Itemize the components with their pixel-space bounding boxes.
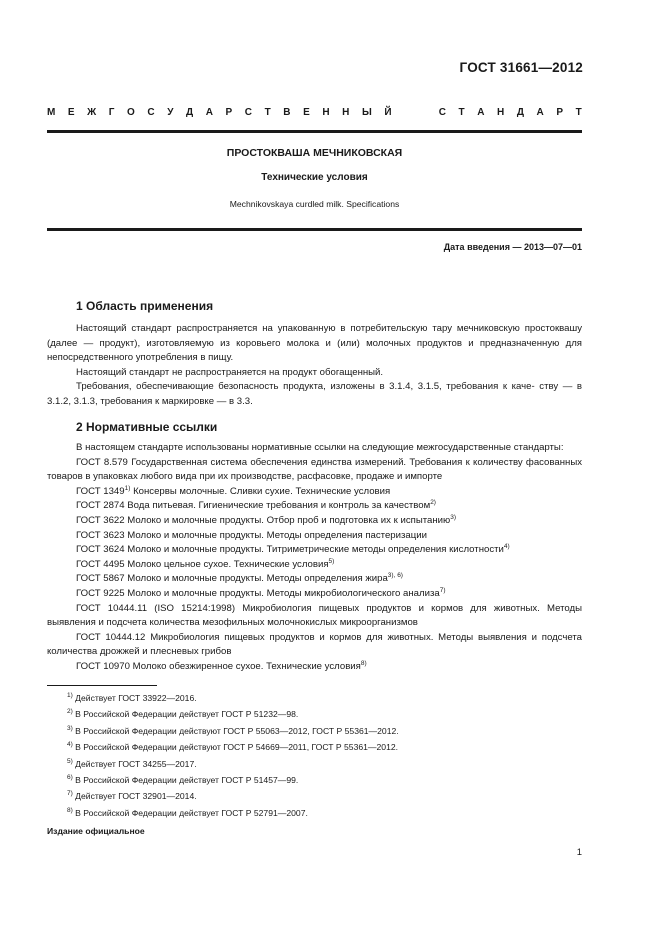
reference-item [47,514,582,529]
page-number: 1 [576,847,582,858]
footnote-item [67,772,399,788]
reference-item [47,660,582,675]
banner-letter: Т [264,107,271,118]
document-title: ПРОСТОКВАША МЕЧНИКОВСКАЯ [226,147,403,159]
section1-paragraph: Настоящий стандарт не распространяется на продукт обогащенный. [76,366,384,378]
banner-letter: Р [225,107,233,118]
banner-letter: Г [108,107,115,118]
footnote-marker: 8) [360,659,367,667]
reference-code: ГОСТ 9225 [76,587,125,599]
reference-title: Молоко цельное сухое. Технические условия [127,558,329,570]
footnote-mark: 3) [67,724,73,732]
standard-type-banner [47,107,582,118]
footnote-mark: 6) [67,774,73,782]
reference-title: Молоко и молочные продукты. Титриметрические методы определения кислотности [127,544,504,556]
banner-letter: Н [497,107,505,118]
reference-item [47,587,582,602]
section1-body [47,322,582,410]
footnotes-list [67,690,399,821]
footnote-marker: 3) [450,513,456,521]
banner-letter: Т [575,107,582,118]
footnote-text: В Российской Федерации действует ГОСТ Р 51457—99. [72,775,299,786]
reference-code: ГОСТ 5867 [76,573,125,585]
section2-intro: В настоящем стандарте использованы нормативные ссылки на следующие межгосударственные стандарты: [76,442,564,453]
reference-title: Молоко и молочные продукты. Методы определения пастеризации [127,529,427,541]
banner-letter: У [167,107,174,118]
footnote-text: В Российской Федерации действует ГОСТ Р 52791—2007. [72,807,308,818]
bottom-rule [47,228,582,231]
footnote-marker: 7) [439,586,446,594]
banner-letter: В [283,107,291,118]
reference-title: Молоко и молочные продукты. Отбор проб и подготовка их к испытанию [127,514,451,526]
footnote-item [67,723,399,739]
banner-letter: Р [556,107,564,118]
section1-paragraph: Настоящий стандарт распространяется на упакованную в потребительскую тару мечниковскую простоквашу (далее — продукт), изготовляемую из коровьего молока и (или) молочных продуктов и предназначенную для непосредственного употребления в пищу. [47,323,582,364]
reference-item [47,456,582,485]
reference-title: Микробиология пищевых продуктов и кормов для животных. Методы выявления и подсчета количества дрожжей и плесневых грибов [47,631,582,658]
footnote-mark: 1) [67,692,73,699]
reference-code: ГОСТ 3624 [76,544,125,556]
footnote-text: В Российской Федерации действует ГОСТ Р 51232—98. [72,709,299,720]
reference-code: ГОСТ 4495 [76,558,125,570]
reference-title: Молоко обезжиренное сухое. Технические условия [132,660,361,672]
reference-item [47,543,582,558]
banner-gap [404,107,426,118]
footnote-text: В Российской Федерации действуют ГОСТ Р 55063—2012, ГОСТ Р 55361—2012. [72,725,399,736]
footnote-item [67,706,399,722]
reference-item [47,558,582,573]
banner-letter: А [477,107,485,118]
footnote-item [67,690,399,706]
reference-title: Консервы молочные. Сливки сухие. Технические условия [133,485,391,497]
banner-letter: Д [516,107,524,118]
footnote-text: Действует ГОСТ 33922—2016. [72,693,197,703]
reference-code: ГОСТ 3622 [76,514,125,526]
banner-letter: Т [458,107,465,118]
banner-letter: Е [303,107,310,118]
reference-item [47,602,582,631]
banner-letter: А [205,107,213,118]
footnote-text: Действует ГОСТ 32901—2014. [72,791,197,802]
footnote-item [67,788,399,804]
banner-letter: О [127,107,135,118]
footnote-rule [47,685,157,686]
reference-code: ГОСТ 10444.11 [76,602,148,614]
reference-item [47,529,582,544]
footnote-marker: 5) [328,557,335,565]
footnote-mark: 7) [67,790,73,798]
banner-letter: С [438,107,446,118]
footnote-text: В Российской Федерации действуют ГОСТ Р 54669—2011, ГОСТ Р 55361—2012. [72,742,399,753]
banner-letter: Ы [361,107,372,118]
footnote-text: Действует ГОСТ 34255—2017. [72,758,197,769]
gost-number: ГОСТ 31661—2012 [459,60,583,75]
footnote-marker: 2) [430,499,436,507]
reference-title: (ISO 15214:1998) Микробиология пищевых продуктов и кормов для животных. Методы выявления и подсчета количества мезофильных молочнокислых микроорганизмов [47,602,583,629]
top-rule [47,130,582,133]
reference-item [47,485,582,500]
footnote-item [67,756,399,772]
footnote-mark: 8) [67,806,73,814]
document-subtitle: Технические условия [261,172,368,183]
banner-letter: Ж [87,107,97,118]
section2-body [47,441,582,675]
english-title: Mechnikovskaya curdled milk. Specifications [229,199,400,209]
banner-letter: Н [322,107,330,118]
banner-letter: Е [67,107,75,118]
reference-code: ГОСТ 2874 [76,500,125,512]
section1-paragraph: Требования, обеспечивающие безопасность продукта, изложены в 3.1.4, 3.1.5, требования к каче- ству — в 3.1.2, 3.1.3, требования к маркировке — в 3.3. [47,381,582,407]
banner-letter: С [147,107,155,118]
banner-letter: Д [186,107,194,118]
reference-title: Молоко и молочные продукты. Методы определения жира [127,573,388,585]
reference-item [47,572,582,587]
reference-title: Государственная система обеспечения единства измерений. Требования к количеству фасованных товаров в упаковках любого вида при их производстве, расфасовке, продаже и импорте [47,456,583,483]
footnote-mark: 5) [67,757,73,765]
reference-item [47,631,582,660]
reference-code: ГОСТ 3623 [76,529,125,541]
banner-letter: С [244,107,253,118]
reference-title: Вода питьевая. Гигиенические требования и контроль за качеством [127,500,431,512]
reference-item [47,499,582,514]
footnote-mark: 2) [67,708,73,716]
section2-heading: 2 Нормативные ссылки [76,420,218,434]
intro-date: Дата введения — 2013—07—01 [443,242,582,252]
reference-code: ГОСТ 1349 [76,485,125,497]
edition-label: Издание официальное [47,826,145,836]
banner-letter: А [536,107,544,118]
footnote-item [67,805,399,821]
banner-letter: Н [342,107,350,118]
banner-letter: Й [384,107,392,118]
footnote-marker: 4) [503,543,510,551]
reference-title: Молоко и молочные продукты. Методы микробиологического анализа [127,587,440,599]
reference-code: ГОСТ 10970 [76,660,130,672]
banner-letter: М [47,107,56,118]
footnote-marker: 1) [124,484,131,492]
references-list [47,456,582,675]
reference-code: ГОСТ 8.579 [76,456,128,468]
footnote-item [67,739,399,755]
section1-heading: 1 Область применения [76,299,214,313]
reference-code: ГОСТ 10444.12 [76,631,146,643]
footnote-mark: 4) [67,741,73,749]
footnote-marker: 3), 6) [387,572,403,580]
